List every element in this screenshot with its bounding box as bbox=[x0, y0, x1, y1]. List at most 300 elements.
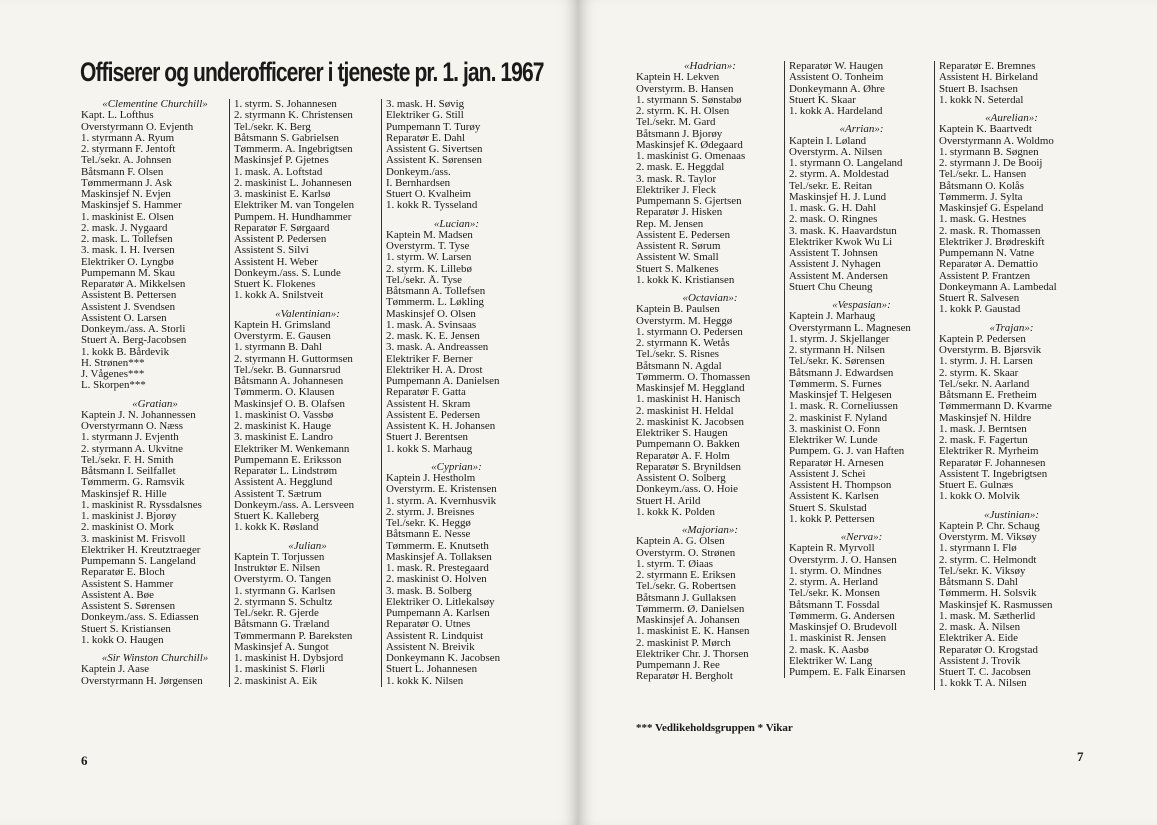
ship-name: «Justinian»: bbox=[984, 509, 1039, 521]
crew-entry: Stuert A. Berg-Jacobsen bbox=[81, 335, 187, 347]
crew-entry: Elektriker M. Wenkemann bbox=[234, 443, 350, 455]
crew-entry: 1. maskinist E. Olsen bbox=[81, 211, 174, 223]
crew-entry: 1. styrmann A. Ryum bbox=[81, 132, 175, 144]
crew-entry: Donkeymann A. Lambedal bbox=[939, 281, 1057, 293]
crew-entry: 1. styrm. S. Johannesen bbox=[234, 99, 337, 110]
crew-entry: Reparatør A. F. Holm bbox=[636, 450, 730, 462]
crew-entry: 2. mask. Å. Nilsen bbox=[939, 622, 1021, 633]
crew-entry: Elektriker S. Haugen bbox=[636, 428, 728, 439]
ship-name: «Lucian»: bbox=[433, 218, 480, 230]
crew-entry: Reparatør F. Sørgaard bbox=[234, 222, 330, 234]
crew-entry: J. Vågenes*** bbox=[81, 369, 145, 380]
crew-entry: Overstyrm. A. Nilsen bbox=[789, 146, 883, 158]
crew-entry: Tømmerm. G. Ramsvik bbox=[81, 477, 185, 489]
crew-entry: 1. maskinist O. Vassbø bbox=[234, 409, 334, 421]
crew-entry: Kaptein J. Aase bbox=[81, 664, 150, 676]
crew-entry: Assistent P. Frantzen bbox=[939, 270, 1031, 282]
crew-entry: Kaptein J. N. Johannessen bbox=[81, 409, 196, 421]
crew-entry: Båtsmann A. Johannesen bbox=[234, 376, 344, 387]
crew-entry: 1. kokk P. Pettersen bbox=[789, 513, 875, 525]
crew-entry: Donkeym./ass. O. Hoie bbox=[636, 484, 738, 496]
crew-entry: Tømmerm. O. Thomassen bbox=[636, 371, 751, 383]
crew-entry: 1. kokk K. Nilsen bbox=[386, 675, 464, 687]
crew-entry: Pumpemann A. Karlsen bbox=[386, 608, 490, 619]
crew-entry: Pumpemann A. Danielsen bbox=[386, 376, 500, 387]
crew-entry: Assistent H. Thompson bbox=[789, 480, 892, 491]
crew-entry: Assistent P. Pedersen bbox=[234, 234, 327, 245]
ship-name: «Aurelian»: bbox=[985, 113, 1038, 124]
crew-entry: Maskinsjef N. Hildre bbox=[939, 412, 1032, 424]
crew-entry: Tømmermann D. Kvarme bbox=[939, 401, 1052, 413]
crew-entry: Assistent E. Pedersen bbox=[636, 229, 731, 241]
ship-name: «Trajan»: bbox=[989, 322, 1034, 334]
crew-entry: Elektriker G. Still bbox=[386, 110, 464, 122]
crew-entry: Båtsmann O. Kolås bbox=[939, 180, 1024, 192]
crew-entry: 3. maskinist E. Landro bbox=[234, 432, 333, 444]
crew-entry: 2. mask. O. Ringnes bbox=[789, 214, 878, 226]
ship-name: «Majorian»: bbox=[681, 525, 739, 536]
crew-entry: 2. styrm. K. Skaar bbox=[939, 367, 1019, 379]
crew-entry: Tel./sekr. S. Risnes bbox=[636, 349, 720, 361]
crew-entry: Assistent R. Sørum bbox=[636, 241, 721, 252]
crew-column-3 bbox=[381, 99, 527, 687]
crew-entry: 1. styrm. J. H. Larsen bbox=[939, 356, 1033, 368]
crew-entry: Stuert K. Kalleberg bbox=[234, 511, 319, 522]
crew-entry: Pumpemann T. Turøy bbox=[386, 121, 481, 133]
crew-entry: Båtsmann G. Træland bbox=[234, 619, 330, 631]
crew-entry: Donkeym./ass. bbox=[386, 166, 451, 178]
crew-entry: Assistent A. Hegglund bbox=[234, 477, 333, 489]
crew-entry: 2. maskinist O. Mork bbox=[81, 522, 174, 534]
crew-entry: Assistent T. Johnsen bbox=[789, 248, 878, 259]
crew-entry: Overstyrm. E. Gausen bbox=[234, 331, 331, 342]
crew-entry: 1. styrmann G. Karlsen bbox=[234, 585, 336, 597]
crew-entry: Reparatør E. Bremnes bbox=[939, 61, 1036, 72]
crew-entry: Tel./sekr. E. Reitan bbox=[789, 180, 873, 192]
crew-entry: Tel./sekr. L. Hansen bbox=[939, 169, 1027, 181]
crew-entry: Stuert S. Skulstad bbox=[789, 502, 867, 514]
crew-entry: Overstyrm. E. Kristensen bbox=[386, 484, 497, 496]
crew-entry: Reparatør E. Dahl bbox=[386, 132, 465, 144]
footnote: *** Vedlikeholdsgruppen * Vikar bbox=[636, 722, 793, 734]
crew-entry: 2. styrmann J. De Booij bbox=[939, 158, 1043, 169]
crew-entry: 1. maskinist H. Dybsjord bbox=[234, 653, 344, 664]
crew-entry: Pumpemann N. Vatne bbox=[939, 248, 1035, 259]
crew-entry: 1. kokk A. Hardeland bbox=[789, 106, 883, 117]
crew-entry: Båtsmann N. Agdal bbox=[636, 360, 722, 372]
crew-entry: 2. styrmann H. Guttormsen bbox=[234, 353, 353, 365]
crew-entry: Kaptein J. Marhaug bbox=[789, 311, 876, 323]
crew-entry: Overstyrm. B. Bjørsvik bbox=[939, 345, 1042, 356]
crew-entry: 3. maskinist E. Karlsø bbox=[234, 189, 331, 200]
page-number-left: 6 bbox=[81, 753, 88, 768]
crew-entry: 3. mask. K. Haavardstun bbox=[789, 225, 897, 237]
crew-entry: Reparatør H. Arnesen bbox=[789, 457, 884, 469]
crew-entry: 2. styrm. C. Helmondt bbox=[939, 554, 1037, 566]
crew-entry: Maskinsjef A. Sungot bbox=[234, 641, 329, 653]
crew-entry: 1. kokk T. A. Nilsen bbox=[939, 678, 1027, 690]
page-number-right: 7 bbox=[1077, 749, 1084, 764]
crew-entry: Donkeym./ass. S. Ediassen bbox=[81, 612, 199, 624]
crew-entry: Kaptein M. Madsen bbox=[386, 229, 473, 241]
crew-column-2 bbox=[229, 99, 381, 687]
crew-entry: Båtsmann S. Gabrielsen bbox=[234, 132, 339, 144]
crew-entry: 2. mask. K. Aasbø bbox=[789, 644, 869, 656]
crew-entry: Assistent J. Svendsen bbox=[81, 301, 176, 313]
crew-entry: Tel./sekr. Å. Tyse bbox=[386, 274, 463, 286]
crew-entry: Elektriker R. Myrheim bbox=[939, 446, 1039, 458]
ship-name: «Arrian»: bbox=[839, 124, 884, 136]
crew-entry: Reparatør J. Hisken bbox=[636, 207, 723, 219]
crew-entry: Maskinsjef G. Espeland bbox=[939, 203, 1044, 214]
crew-entry: 1. styrm. J. Skjellanger bbox=[789, 333, 890, 345]
crew-entry: 1. kokk O. Haugen bbox=[81, 634, 164, 646]
crew-entry: Instruktør E. Nilsen bbox=[234, 563, 321, 574]
ship-name: «Valentinian»: bbox=[275, 308, 340, 320]
crew-entry: 2. maskinist K. Jacobsen bbox=[636, 416, 744, 428]
crew-entry: Pumpemann S. Langeland bbox=[81, 556, 196, 567]
crew-entry: Tømmerm. J. Sylta bbox=[939, 191, 1023, 203]
crew-entry: Assistent S. Hammer bbox=[81, 578, 174, 590]
crew-entry: Maskinsjef A. Tollaksen bbox=[386, 551, 492, 563]
crew-entry: 1. maskinist G. Omenaas bbox=[636, 151, 746, 162]
crew-entry: Reparatør W. Haugen bbox=[789, 61, 884, 72]
crew-entry: Tel./sekr. K. Heggø bbox=[386, 518, 471, 529]
crew-entry: 1. styrmann J. Evjenth bbox=[81, 432, 179, 444]
crew-entry: Tel./sekr. B. Gunnarsrud bbox=[234, 364, 341, 376]
crew-entry: 1. maskinist J. Bjorøy bbox=[81, 511, 177, 522]
crew-entry: Båtsmann J. Edwardsen bbox=[789, 367, 894, 379]
crew-entry: 2. mask. E. Heggdal bbox=[636, 162, 725, 174]
crew-entry: Tel./sekr. G. Robertsen bbox=[636, 581, 736, 593]
crew-entry: Reparatør A. Demattio bbox=[939, 259, 1038, 271]
crew-entry: Elektriker H. Kreutztraeger bbox=[81, 544, 201, 556]
crew-entry: Elektriker M. van Tongelen bbox=[234, 200, 355, 212]
ship-name: «Hadrian»: bbox=[684, 61, 736, 72]
crew-entry: Maskinsjef O. Olsen bbox=[386, 308, 476, 320]
ship-name: «Octavian»: bbox=[682, 293, 738, 304]
crew-entry: 1. mask. G. Hestnes bbox=[939, 214, 1027, 226]
crew-entry: Stuert R. Salvesen bbox=[939, 293, 1020, 304]
crew-entry: Reparatør L. Lindstrøm bbox=[234, 466, 338, 477]
crew-entry: Stuert B. Isachsen bbox=[939, 83, 1018, 95]
crew-entry: Stuert S. Malkenes bbox=[636, 263, 719, 275]
crew-entry: Båtsmann F. Olsen bbox=[81, 166, 164, 178]
crew-entry: 1. maskinist S. Flørli bbox=[234, 664, 326, 676]
crew-entry: Reparatør O. Utnes bbox=[386, 619, 471, 631]
crew-entry: Elektriker F. Berner bbox=[386, 353, 473, 365]
crew-entry: Kaptein A. G. Olsen bbox=[636, 536, 725, 548]
crew-entry: 2. styrmann A. Ukvitne bbox=[81, 443, 183, 455]
crew-entry: L. Skorpen*** bbox=[81, 380, 146, 392]
crew-entry: Assistent J. Nyhagen bbox=[789, 259, 881, 271]
crew-entry: Assistent K. Karlsen bbox=[789, 491, 879, 503]
crew-entry: 1. styrmann O. Pedersen bbox=[636, 326, 743, 338]
crew-entry: Maskinsjef A. Johansen bbox=[636, 615, 740, 626]
crew-entry: Overstyrmann A. Woldmo bbox=[939, 135, 1054, 147]
crew-entry: 2. styrmann K. Christensen bbox=[234, 110, 353, 122]
crew-entry: Pumpemann M. Skau bbox=[81, 267, 176, 279]
crew-entry: 1. styrmann B. Søgnen bbox=[939, 146, 1039, 158]
crew-entry: Tel./sekr. F. H. Smith bbox=[81, 454, 174, 466]
crew-entry: Assistent K. H. Johansen bbox=[386, 421, 496, 432]
crew-entry: 1. mask. A. Svinsaas bbox=[386, 319, 477, 331]
crew-entry: Pumpemann S. Gjertsen bbox=[636, 196, 742, 207]
crew-entry: Tel./sekr. K. Berg bbox=[234, 121, 311, 133]
crew-entry: Assistent M. Andersen bbox=[789, 270, 888, 282]
crew-entry: 1. styrm. A. Kvernhusvik bbox=[386, 495, 497, 507]
crew-entry: Elektriker O. Lyngbø bbox=[81, 256, 174, 268]
crew-entry: 1. styrm. O. Mindnes bbox=[789, 565, 882, 577]
crew-entry: Reparatør E. Bloch bbox=[81, 567, 165, 579]
crew-entry: Overstyrmann O. Evjenth bbox=[81, 121, 194, 133]
crew-entry: 2. mask. J. Nygaard bbox=[81, 222, 168, 234]
crew-entry: 3. mask. B. Solberg bbox=[386, 585, 472, 597]
crew-entry: Tømmerm. Ø. Danielsen bbox=[636, 603, 745, 615]
crew-entry: Assistent H. Weber bbox=[234, 256, 318, 268]
crew-entry: Tel./sekr. K. Monsen bbox=[789, 588, 880, 600]
ship-name: «Nerva»: bbox=[840, 532, 883, 543]
crew-entry: Tømmerm. S. Furnes bbox=[789, 378, 882, 390]
crew-entry: 2. styrm. K. Lillebø bbox=[386, 263, 472, 275]
crew-column-6 bbox=[934, 61, 1084, 690]
crew-entry: Tømmermann P. Bareksten bbox=[234, 630, 353, 642]
crew-entry: Assistent E. Pedersen bbox=[386, 409, 481, 421]
crew-entry: 2. styrmann K. Wetås bbox=[636, 338, 730, 349]
crew-entry: Båtsmann A. Tollefsen bbox=[386, 286, 486, 297]
crew-entry: Stuert Chu Cheung bbox=[789, 281, 873, 293]
crew-entry: Assistent S. Sørensen bbox=[81, 601, 176, 612]
crew-entry: Maskinsjef S. Hammer bbox=[81, 200, 182, 212]
crew-entry: Tel./sekr. K. Viksøy bbox=[939, 565, 1026, 577]
crew-entry: 2. styrmann E. Eriksen bbox=[636, 570, 736, 581]
crew-entry: 1. kokk B. Bårdevik bbox=[81, 346, 170, 358]
crew-entry: Stuert E. Gulnæs bbox=[939, 480, 1014, 491]
crew-entry: 2. maskinist F. Nyland bbox=[789, 412, 888, 424]
crew-entry: Overstyrm. M. Heggø bbox=[636, 315, 733, 327]
crew-entry: Båtsmann S. Dahl bbox=[939, 577, 1018, 588]
crew-entry: Assistent T. Sætrum bbox=[234, 488, 322, 500]
crew-entry: Assistent H. Skram bbox=[386, 398, 471, 410]
crew-entry: Elektriker Kwok Wu Li bbox=[789, 236, 893, 248]
crew-entry: 3. maskinist O. Fonn bbox=[789, 423, 881, 435]
crew-entry: Båtsmann T. Fossdal bbox=[789, 599, 880, 611]
crew-entry: Donkeym./ass. A. Storli bbox=[81, 324, 186, 335]
crew-entry: Reparatør A. Mikkelsen bbox=[81, 279, 186, 290]
crew-entry: 2. mask. K. E. Jensen bbox=[386, 331, 480, 342]
crew-entry: Elektriker J. Brødreskift bbox=[939, 236, 1045, 248]
crew-entry: 2. styrm. A. Herland bbox=[789, 577, 878, 588]
crew-entry: Tel./sekr. R. Gjerde bbox=[234, 608, 319, 619]
crew-entry: Elektriker W. Lunde bbox=[789, 435, 878, 446]
crew-entry: 1. mask. J. Berntsen bbox=[939, 423, 1027, 435]
crew-entry: 2. styrmann F. Jentoft bbox=[81, 144, 176, 155]
crew-entry: Elektriker H. A. Drost bbox=[386, 364, 483, 376]
crew-entry: 1. maskinist R. Jensen bbox=[789, 633, 887, 645]
crew-entry: Tømmerm. H. Solsvik bbox=[939, 588, 1037, 600]
crew-entry: Kaptein H. Lekven bbox=[636, 72, 720, 84]
crew-entry: Pumpem. H. Hundhammer bbox=[234, 211, 352, 223]
crew-entry: Pumpemann J. Ree bbox=[636, 660, 720, 671]
crew-entry: 1. styrm. T. Øiaas bbox=[636, 558, 714, 570]
crew-entry: 2. maskinist K. Hauge bbox=[234, 421, 332, 432]
crew-entry: 1. kokk N. Seterdal bbox=[939, 94, 1024, 106]
crew-entry: Donkeym./ass. A. Lersveen bbox=[234, 499, 355, 511]
crew-entry: Kaptein K. Baartvedt bbox=[939, 124, 1032, 136]
crew-entry: Stuert T. C. Jacobsen bbox=[939, 667, 1031, 678]
crew-entry: Maskinsjef O. B. Olafsen bbox=[234, 398, 346, 410]
ship-name: «Gratian» bbox=[132, 398, 178, 410]
crew-entry: Tel./sekr. N. Aarland bbox=[939, 378, 1030, 390]
crew-entry: Reparatør H. Bergholt bbox=[636, 671, 733, 683]
crew-entry: Båtsmann E. Nesse bbox=[386, 529, 471, 541]
crew-entry: Assistent J. Schei bbox=[789, 468, 866, 480]
crew-entry: Overstyrm. B. Hansen bbox=[636, 83, 734, 95]
crew-entry: Donkeymann K. Jacobsen bbox=[386, 653, 501, 664]
crew-entry: Assistent G. Sivertsen bbox=[386, 144, 483, 155]
crew-entry: 3. mask. R. Taylor bbox=[636, 173, 717, 185]
crew-entry: Kaptein B. Paulsen bbox=[636, 304, 720, 316]
crew-entry: 1. kokk K. Kristiansen bbox=[636, 274, 735, 286]
ship-name: «Clementine Churchill» bbox=[102, 99, 208, 110]
crew-entry: 1. kokk K. Polden bbox=[636, 506, 715, 518]
crew-entry: Elektriker Chr. J. Thorsen bbox=[636, 648, 749, 660]
crew-entry: Båtsmann E. Fretheim bbox=[939, 390, 1037, 401]
crew-entry: Kaptein P. Chr. Schaug bbox=[939, 520, 1040, 532]
crew-entry: Assistent K. Sørensen bbox=[386, 155, 482, 167]
crew-entry: Overstyrm. O. Strønen bbox=[636, 547, 736, 559]
crew-entry: 1. styrmann S. Sønstabø bbox=[636, 94, 742, 106]
crew-entry: Stuert K. Flokenes bbox=[234, 279, 316, 290]
crew-entry: Assistent H. Birkeland bbox=[939, 72, 1038, 84]
crew-entry: Maskinsjef O. Brudevoll bbox=[789, 622, 897, 633]
crew-entry: Kaptein T. Torjussen bbox=[234, 551, 325, 563]
crew-entry: Overstyrmann H. Jørgensen bbox=[81, 675, 203, 687]
crew-entry: 1. styrm. W. Larsen bbox=[386, 252, 472, 264]
crew-entry: Maskinsjef R. Hille bbox=[81, 488, 167, 500]
crew-entry: Kapt. L. Lofthus bbox=[81, 110, 154, 122]
crew-entry: Elektriker W. Lang bbox=[789, 655, 873, 667]
crew-entry: Overstyrm. O. Tangen bbox=[234, 574, 332, 586]
crew-entry: 1. kokk A. Snilstveit bbox=[234, 290, 324, 302]
crew-entry: 2. styrmann H. Nilsen bbox=[789, 345, 885, 356]
crew-entry: Pumpem. G. J. van Haften bbox=[789, 446, 905, 458]
crew-entry: Tel./sekr. K. Sørensen bbox=[789, 356, 885, 368]
crew-entry: 2. maskinist O. Holven bbox=[386, 574, 487, 586]
crew-entry: Reparatør O. Krogstad bbox=[939, 644, 1038, 656]
crew-entry: 2. mask. R. Thomassen bbox=[939, 225, 1041, 237]
crew-entry: Stuert J. Berentsen bbox=[386, 432, 468, 444]
crew-entry: 2. maskinist H. Heldal bbox=[636, 405, 734, 417]
crew-entry: Maskinsjef P. Gjetnes bbox=[234, 155, 329, 167]
crew-entry: Kaptein R. Myrvoll bbox=[789, 543, 875, 555]
crew-entry: 2. styrm. K. H. Olsen bbox=[636, 106, 730, 117]
crew-entry: Donkeym./ass. S. Lunde bbox=[234, 267, 341, 279]
crew-entry: Assistent A. Bøe bbox=[81, 589, 154, 601]
crew-entry: Pumpemann E. Eriksson bbox=[234, 454, 342, 466]
crew-entry: 2. maskinist A. Eik bbox=[234, 675, 318, 687]
crew-entry: 1. kokk O. Molvik bbox=[939, 491, 1020, 503]
crew-entry: Maskinsjef K. Rasmussen bbox=[939, 599, 1053, 611]
crew-entry: Stuert S. Kristiansen bbox=[81, 623, 171, 635]
crew-entry: 1. maskinist H. Hanisch bbox=[636, 394, 741, 406]
crew-entry: Tel./sekr. A. Johnsen bbox=[81, 155, 172, 167]
crew-entry: Elektriker J. Fleck bbox=[636, 184, 717, 196]
crew-entry: Båtsmann I. Seilfallet bbox=[81, 466, 176, 477]
crew-entry: Pumpemann O. Bakken bbox=[636, 439, 740, 451]
crew-entry: Maskinsjef H. J. Lund bbox=[789, 191, 887, 203]
crew-entry: Assistent R. Lindquist bbox=[386, 630, 484, 642]
crew-entry: Tømmerm. G. Andersen bbox=[789, 610, 895, 622]
crew-entry: 2. styrm. A. Moldestad bbox=[789, 169, 889, 181]
crew-entry: 1. styrmann B. Dahl bbox=[234, 342, 323, 354]
crew-entry: Stuert O. Kvalheim bbox=[386, 189, 471, 200]
crew-entry: Tømmerm. L. Løkling bbox=[386, 297, 484, 309]
crew-entry: Overstyrmann O. Næss bbox=[81, 421, 183, 432]
crew-entry: 1. mask. R. Prestegaard bbox=[386, 563, 489, 574]
crew-entry: Maskinsjef T. Helgesen bbox=[789, 390, 892, 401]
crew-entry: Reparatør F. Johannesen bbox=[939, 457, 1046, 469]
crew-entry: Overstyrm. J. O. Hansen bbox=[789, 554, 897, 566]
crew-entry: Overstyrm. M. Viksøy bbox=[939, 532, 1037, 543]
crew-entry: Tømmerm. A. Ingebrigtsen bbox=[234, 144, 353, 155]
crew-entry: Maskinsjef M. Heggland bbox=[636, 383, 745, 394]
crew-entry: 1. mask. M. Sætherlid bbox=[939, 610, 1036, 622]
ship-name: «Cyprian»: bbox=[431, 461, 482, 473]
crew-entry: Tømmerm. E. Knutseth bbox=[386, 540, 489, 552]
crew-entry: 1. styrmann I. Flø bbox=[939, 543, 1017, 555]
crew-entry: 1. styrmann O. Langeland bbox=[789, 158, 903, 169]
crew-entry: Tømmerm. O. Klausen bbox=[234, 387, 335, 399]
crew-entry: Assistent T. Ingebrigtsen bbox=[939, 468, 1048, 480]
ship-name: «Vespasian»: bbox=[832, 300, 891, 311]
crew-entry: Overstyrmann L. Magnesen bbox=[789, 322, 911, 334]
page-title: Offiserer og underofficerer i tjeneste pr. 1. jan. 1967 bbox=[80, 57, 544, 87]
crew-entry: 1. maskinist R. Ryssdalsnes bbox=[81, 499, 202, 511]
crew-entry: Pumpem. E. Falk Einarsen bbox=[789, 667, 906, 678]
crew-entry: 1. mask. R. Corneliussen bbox=[789, 401, 898, 413]
crew-entry: Assistent J. Trovik bbox=[939, 655, 1021, 667]
crew-entry: Assistent B. Pettersen bbox=[81, 290, 177, 302]
ship-name: «Julian» bbox=[288, 540, 327, 552]
crew-entry: Rep. M. Jensen bbox=[636, 218, 704, 230]
crew-entry: 1. maskinist E. K. Hansen bbox=[636, 626, 750, 638]
crew-entry: 2. styrm. J. Breisnes bbox=[386, 506, 475, 518]
crew-entry: Stuert L. Johannesen bbox=[386, 664, 478, 676]
crew-entry: 1. kokk R. Tysseland bbox=[386, 200, 478, 212]
crew-entry: 1. mask. A. Loftstad bbox=[234, 166, 323, 178]
crew-entry: Assistent W. Small bbox=[636, 252, 719, 264]
crew-entry: Reparatør F. Gatta bbox=[386, 387, 466, 399]
crew-entry: Kaptein P. Pedersen bbox=[939, 333, 1026, 345]
crew-entry: Båtsmann J. Bjorøy bbox=[636, 128, 723, 140]
crew-entry: Elektriker O. Litlekalsøy bbox=[386, 596, 495, 608]
crew-entry: 3. mask. A. Andreassen bbox=[386, 342, 489, 354]
crew-entry: Kaptein J. Hestholm bbox=[386, 473, 476, 484]
crew-entry: 2. mask. L. Tollefsen bbox=[81, 234, 173, 245]
crew-entry: 1. kokk P. Gaustad bbox=[939, 304, 1021, 316]
crew-entry: Assistent O. Solberg bbox=[636, 473, 726, 484]
crew-entry: 3. maskinist M. Frisvoll bbox=[81, 533, 186, 545]
crew-entry: Assistent O. Tonheim bbox=[789, 72, 884, 84]
crew-entry: 2. mask. F. Fagertun bbox=[939, 435, 1028, 446]
crew-entry: 2. styrmann S. Schultz bbox=[234, 596, 333, 608]
crew-entry: Assistent N. Breivik bbox=[386, 641, 475, 653]
crew-entry: 3. mask. H. Søvig bbox=[386, 99, 465, 110]
crew-entry: Reparatør S. Brynildsen bbox=[636, 461, 741, 473]
crew-entry: 1. mask. G. H. Dahl bbox=[789, 203, 877, 214]
crew-entry: Stuert K. Skaar bbox=[789, 94, 856, 106]
